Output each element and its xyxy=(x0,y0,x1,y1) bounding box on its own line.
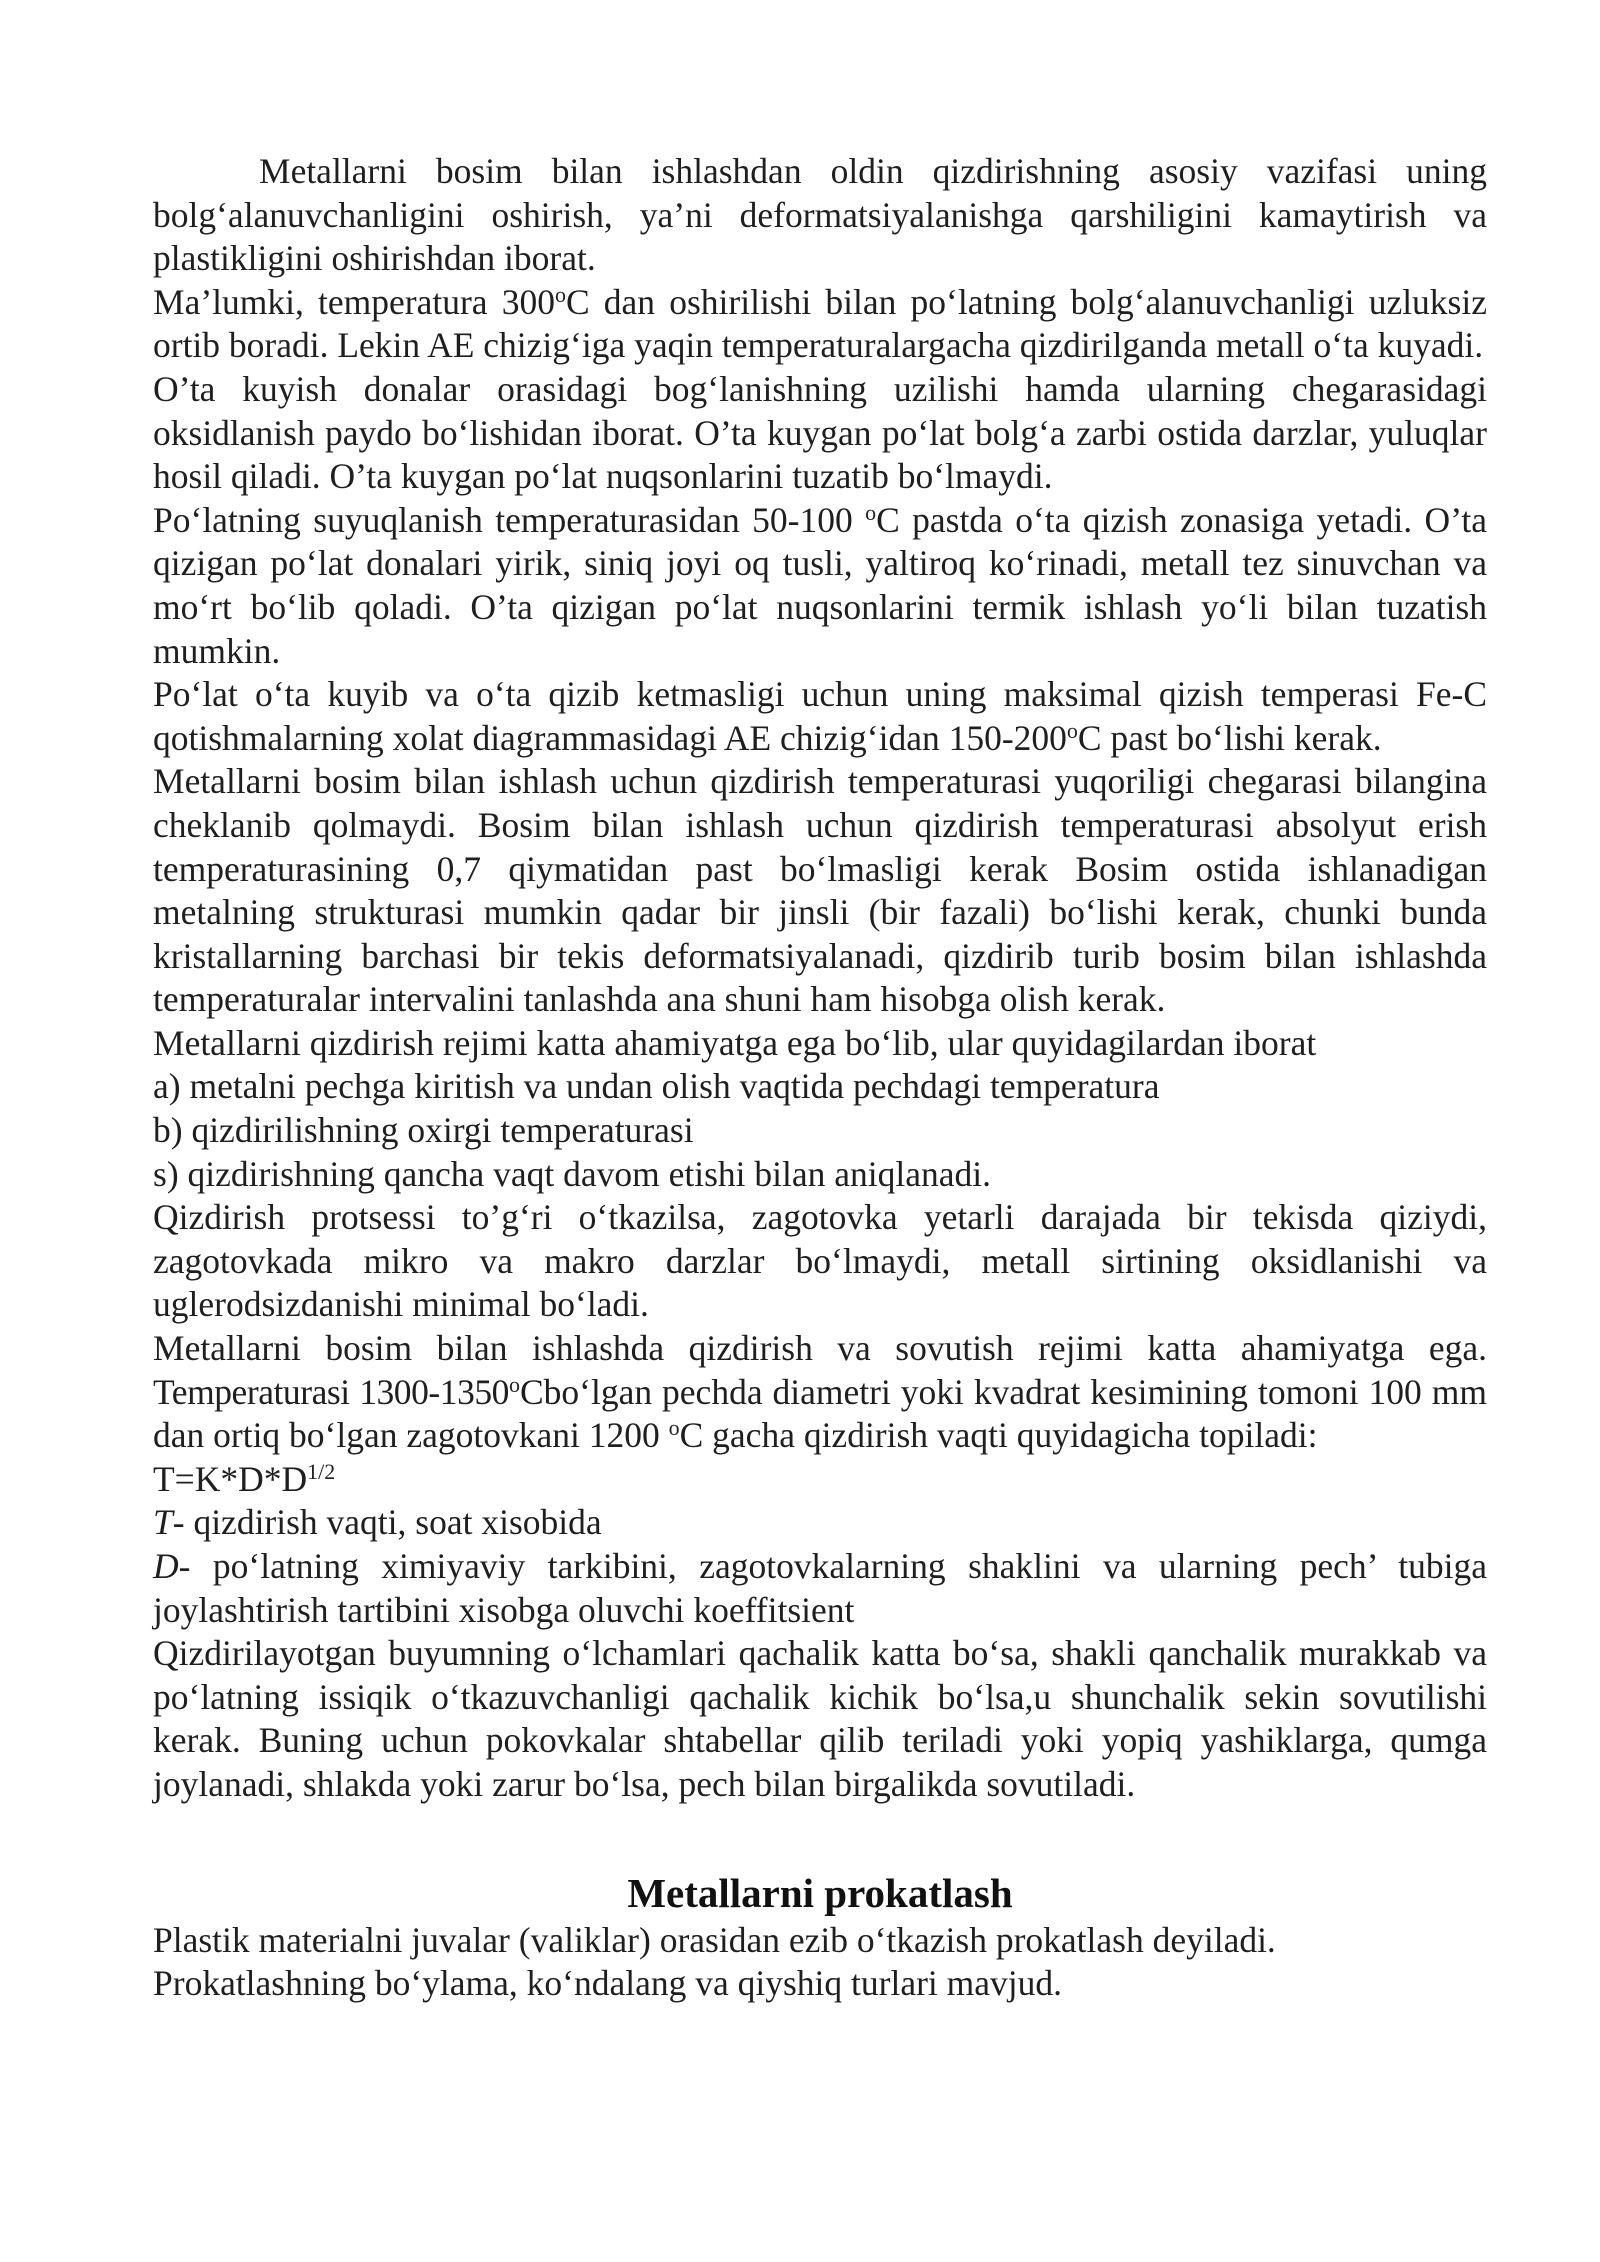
text-run: C past bo‘lishi kerak. xyxy=(1077,717,1382,758)
list-item-s: s) qizdirishning qancha vaqt davom etishi bilan aniqlanadi. xyxy=(153,1153,991,1194)
text-run: Po‘latning suyuqlanish temperaturasidan 50-100 xyxy=(153,499,866,540)
paragraph-max-temperature xyxy=(153,673,1487,760)
definition-t xyxy=(153,1501,1487,1545)
formula-main: T=K*D*D xyxy=(153,1458,308,1499)
paragraph-heating-purpose: Metallarni bosim bilan ishlashdan oldin qizdirishning asosiy vazifasi uning bolg‘alanuvchanligini oshirish, ya’ni deformatsiyalanishga qarshiligini kamaytirish va plastikligini oshirishdan iborat. xyxy=(153,151,1487,279)
paragraph-overheating xyxy=(153,499,1487,673)
text-run: Po‘lat o‘ta kuyib va o‘ta qizib ketmasligi uchun uning maksimal qizish temperasi Fe-C qotishmalarning xolat diagrammasidagi AE chizig‘idan 150-200 xyxy=(153,674,1487,758)
paragraph-overburning: O’ta kuyish donalar orasidagi bog‘lanishning uzilishi hamda ularning chegarasidagi oksidlanish paydo bo‘lishidan iborat. O’ta kuygan po‘lat bolg‘a zarbi ostida darzlar, yuluqlar hosil qiladi. O’ta kuygan po‘lat nuqsonlarini tuzatib bo‘lmaydi. xyxy=(153,368,1487,497)
text-run: C pastda o‘ta qizish zonasiga yetadi. O’ta qizigan po‘lat donalari yirik, siniq joyi oq tusli, yaltiroq ko‘rinadi, metall tez sinuvchan va mo‘rt bo‘lib qoladi. O’ta qizigan po‘lat nuqsonlarini termik ishlash yo‘li bilan tuzatish mumkin. xyxy=(153,499,1487,671)
list-item-b: b) qizdirilishning oxirgi temperaturasi xyxy=(153,1110,694,1151)
text-run: Temperaturasi 1300-1350 xyxy=(153,1371,509,1412)
paragraph-heating-regime: Metallarni qizdirish rejimi katta ahamiyatga ega bo‘lib, ular quyidagilardan iborat xyxy=(153,1022,1317,1063)
paragraph-temperature-limits: Metallarni bosim bilan ishlash uchun qizdirish temperaturasi yuqoriligi chegarasi bilangina cheklanib qolmaydi. Bosim bilan ishlash uchun qizdirish temperaturasi absolyut erish temperaturasining 0,7 qiymatidan past bo‘lmasligi kerak Bosim ostida ishlanadigan metalning strukturasi mumkin qadar bir jinsli (bir fazali) bo‘lishi kerak, chunki bunda kristallarning barchasi bir tekis deformatsiyalanadi, qizdirib turib bosim bilan ishlashda temperaturalar intervalini tanlashda ana shuni ham hisobga olish kerak. xyxy=(153,761,1487,1020)
definition-d xyxy=(153,1545,1487,1632)
formula-exponent: 1/2 xyxy=(307,1458,336,1484)
text-run: Metallarni bosim bilan ishlashda qizdirish va sovutish rejimi katta ahamiyatga ega. xyxy=(153,1328,1487,1369)
paragraph-cooling: Qizdirilayotgan buyumning o‘lchamlari qachalik katta bo‘sa, shakli qanchalik murakkab va po‘latning issiqik o‘tkazuvchanligi qachalik kichik bo‘lsa,u shunchalik sekin sovutilishi kerak. Buning uchun pokovkalar shtabellar qilib teriladi yoki yopiq yashiklarga, qumga joylanadi, shlakda yoki zarur bo‘lsa, pech bilan birgalikda sovutiladi. xyxy=(153,1633,1487,1804)
paragraph-temperature-300 xyxy=(153,281,1487,368)
degree-superscript: o xyxy=(554,281,566,307)
degree-superscript: o xyxy=(668,1415,680,1441)
paragraph-heating-process: Qizdirish protsessi to’g‘ri o‘tkazilsa, zagotovka yetarli darajada bir tekisda qiziydi, zagotovkada mikro va makro darzlar bo‘lmaydi, metall sirtining oksidlanishi va uglerodsizdanishi minimal bo‘ladi. xyxy=(153,1197,1487,1325)
symbol-d: D xyxy=(153,1546,179,1586)
symbol-t: T xyxy=(153,1502,173,1543)
text-run: C dan oshirilishi bilan po‘latning bolg‘alanuvchanligi uzluksiz ortib boradi. Lekin AE chizig‘iga yaqin temperaturalargacha qizdirilganda metall o‘ta kuyadi. xyxy=(153,281,1487,366)
text-run: Ma’lumki, temperatura 300 xyxy=(153,281,555,322)
section-heading: Metallarni prokatlash xyxy=(627,1869,1013,1916)
degree-superscript: o xyxy=(508,1371,520,1397)
text-run: C gacha qizdirish vaqti quyidagicha topiladi: xyxy=(679,1415,1318,1456)
document-page xyxy=(153,150,1487,2006)
definition-text: - po‘latning ximiyaviy tarkibini, zagotovkalarning shaklini va ularning pech’ tubiga joylashtirish tartibini xisobga oluvchi koeffitsient xyxy=(153,1546,1487,1630)
degree-superscript: o xyxy=(1066,717,1078,743)
section-line-2: Prokatlashning bo‘ylama, ko‘ndalang va qiyshiq turlari mavjud. xyxy=(153,1963,1063,2004)
paragraph-heating-time xyxy=(153,1327,1487,1458)
definition-text: - qizdirish vaqti, soat xisobida xyxy=(172,1502,602,1543)
list-item-a: a) metalni pechga kiritish va undan olish vaqtida pechdagi temperatura xyxy=(153,1066,1160,1107)
degree-superscript: o xyxy=(865,499,877,525)
section-line-1: Plastik materialni juvalar (valiklar) orasidan ezib o‘tkazish prokatlash deyiladi. xyxy=(153,1919,1276,1960)
text-run: Cbo‘lgan pechda diametri yoki kvadrat kesimining tomoni 100 mm dan ortiq bo‘lgan zagotovkani 1200 xyxy=(153,1371,1487,1456)
formula xyxy=(153,1458,1487,1502)
